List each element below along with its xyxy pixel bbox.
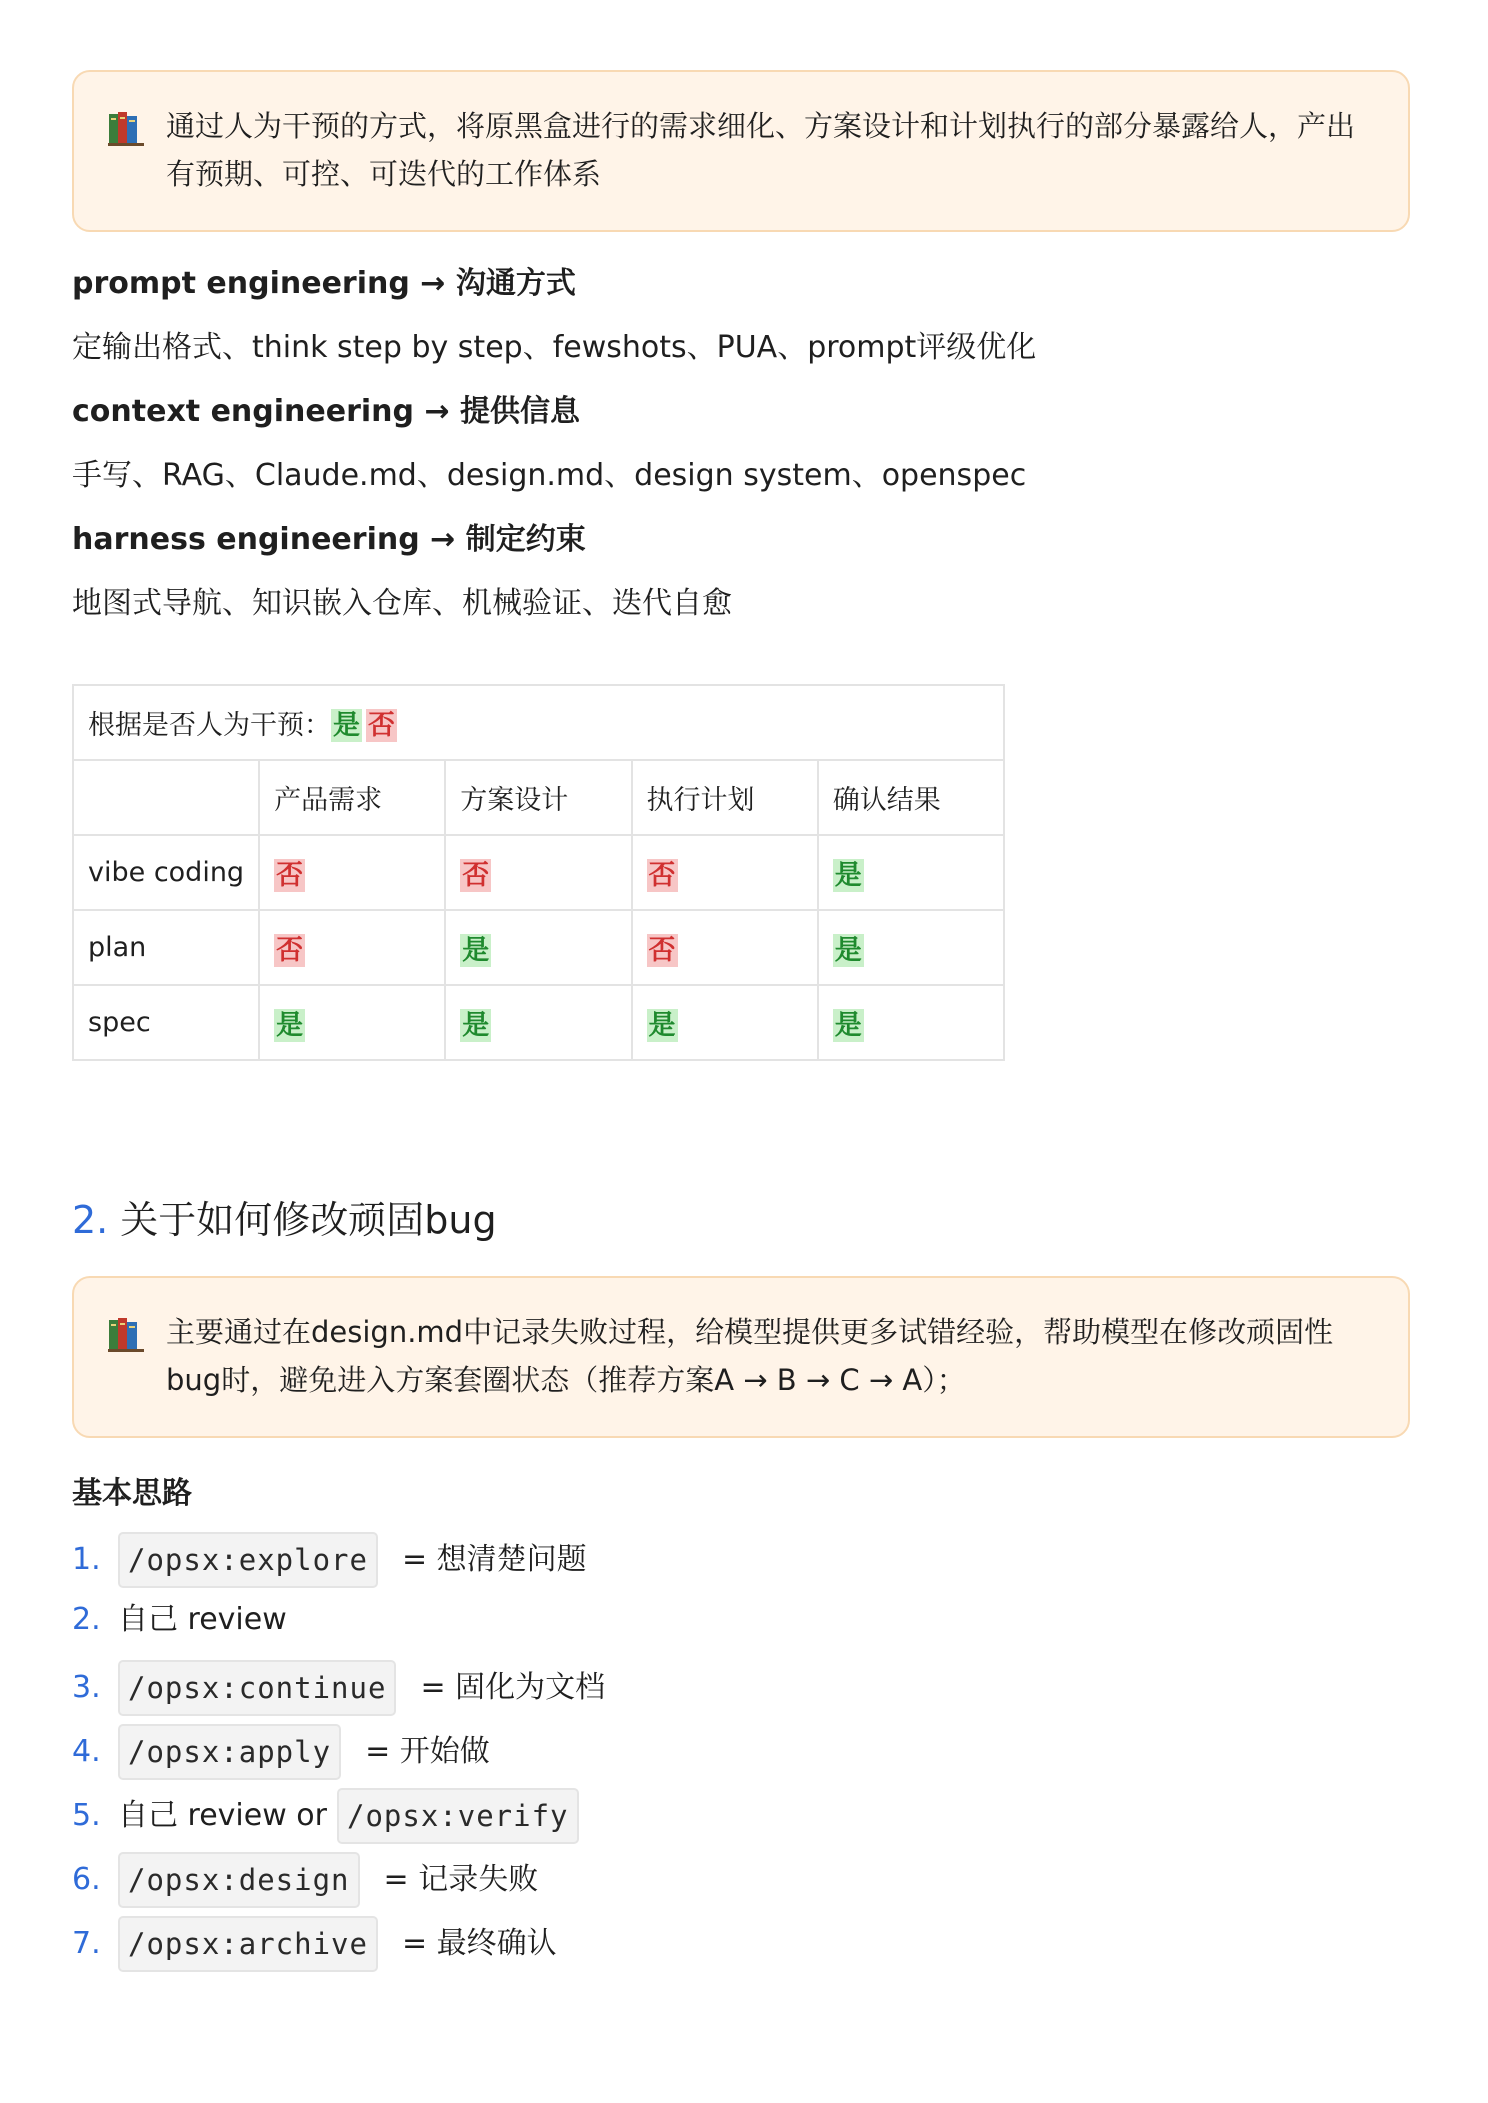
list-text: = 固化为文档 [420, 1670, 606, 1705]
table-cell [818, 985, 1004, 1060]
section-heading [72, 1192, 497, 1248]
flag-badge: 否 [648, 935, 676, 966]
caption-prefix: 根据是否人为干预： [88, 710, 331, 741]
table-cell [445, 910, 631, 985]
flag-badge: 是 [834, 935, 862, 966]
section-title-prompt: prompt engineering → 沟通方式 [72, 266, 576, 301]
flag-badge: 是 [834, 1010, 862, 1041]
books-icon [106, 1314, 146, 1354]
row-label: spec [73, 985, 259, 1060]
list-item [72, 1916, 557, 1972]
table-row [73, 985, 1004, 1060]
table-cell [259, 835, 445, 910]
summary-callout [72, 70, 1410, 232]
table-cell [445, 835, 631, 910]
list-number: 3. [72, 1670, 101, 1705]
command-code: /opsx:apply [118, 1724, 341, 1780]
flag-badge: 是 [648, 1010, 676, 1041]
table-row [73, 835, 1004, 910]
list-item [72, 1852, 538, 1908]
heading-number: 2. [72, 1198, 109, 1242]
table-cell [259, 985, 445, 1060]
bug-callout [72, 1276, 1410, 1438]
table-caption [73, 685, 1004, 760]
table-caption-row [73, 685, 1004, 760]
legend-yes: 是 [333, 710, 360, 741]
table-cell [818, 835, 1004, 910]
callout-text: 通过人为干预的方式，将原黑盒进行的需求细化、方案设计和计划执行的部分暴露给人，产出有预期、可控、可迭代的工作体系 [166, 109, 1356, 191]
section-body-harness: 地图式导航、知识嵌入仓库、机械验证、迭代自愈 [72, 586, 732, 621]
table-header-cell: 执行计划 [632, 760, 818, 835]
table-header-cell: 确认结果 [818, 760, 1004, 835]
list-text: 自己 review or [118, 1798, 327, 1833]
table-cell [259, 910, 445, 985]
flag-badge: 否 [462, 860, 490, 891]
flag-badge: 否 [276, 860, 304, 891]
row-label: vibe coding [73, 835, 259, 910]
command-code: /opsx:continue [118, 1660, 396, 1716]
list-number: 7. [72, 1926, 101, 1961]
list-text: = 最终确认 [401, 1926, 557, 1961]
list-item [72, 1532, 587, 1588]
list-number: 1. [72, 1542, 101, 1577]
list-text: = 记录失败 [383, 1862, 539, 1897]
row-label: plan [73, 910, 259, 985]
table-cell [632, 835, 818, 910]
list-number: 4. [72, 1734, 101, 1769]
section-body-prompt: 定输出格式、think step by step、fewshots、PUA、prompt评级优化 [72, 330, 1037, 365]
flag-badge: 是 [276, 1010, 304, 1041]
command-code: /opsx:verify [337, 1788, 579, 1844]
subheading: 基本思路 [72, 1476, 192, 1511]
section-title-context: context engineering → 提供信息 [72, 394, 581, 429]
table-cell [818, 910, 1004, 985]
table-header-cell [73, 760, 259, 835]
command-code: /opsx:explore [118, 1532, 378, 1588]
flag-badge: 是 [462, 935, 490, 966]
flag-badge: 否 [648, 860, 676, 891]
section-title-harness: harness engineering → 制定约束 [72, 522, 586, 557]
table-header-cell: 方案设计 [445, 760, 631, 835]
list-item [72, 1788, 579, 1844]
list-text: 自己 review [118, 1602, 287, 1637]
list-item [72, 1596, 287, 1644]
list-text: = 开始做 [365, 1734, 490, 1769]
legend-no: 否 [368, 710, 395, 741]
list-number: 5. [72, 1798, 101, 1833]
list-number: 2. [72, 1602, 101, 1637]
flag-badge: 否 [276, 935, 304, 966]
command-code: /opsx:design [118, 1852, 360, 1908]
list-item [72, 1724, 490, 1780]
table-header-row [73, 760, 1004, 835]
list-text: = 想清楚问题 [401, 1542, 587, 1577]
table-header-cell: 产品需求 [259, 760, 445, 835]
books-icon [106, 108, 146, 148]
table-cell [445, 985, 631, 1060]
command-code: /opsx:archive [118, 1916, 378, 1972]
list-item [72, 1660, 605, 1716]
list-number: 6. [72, 1862, 101, 1897]
callout-text: 主要通过在design.md中记录失败过程，给模型提供更多试错经验，帮助模型在修改顽固性bug时，避免进入方案套圈状态（推荐方案A → B → C → A）； [166, 1315, 1334, 1397]
intervention-table [72, 684, 1005, 1061]
table-row [73, 910, 1004, 985]
section-body-context: 手写、RAG、Claude.md、design.md、design system、openspec [72, 458, 1027, 493]
flag-badge: 是 [834, 860, 862, 891]
heading-text: 关于如何修改顽固bug [120, 1198, 497, 1242]
table-cell [632, 910, 818, 985]
flag-badge: 是 [462, 1010, 490, 1041]
table-cell [632, 985, 818, 1060]
